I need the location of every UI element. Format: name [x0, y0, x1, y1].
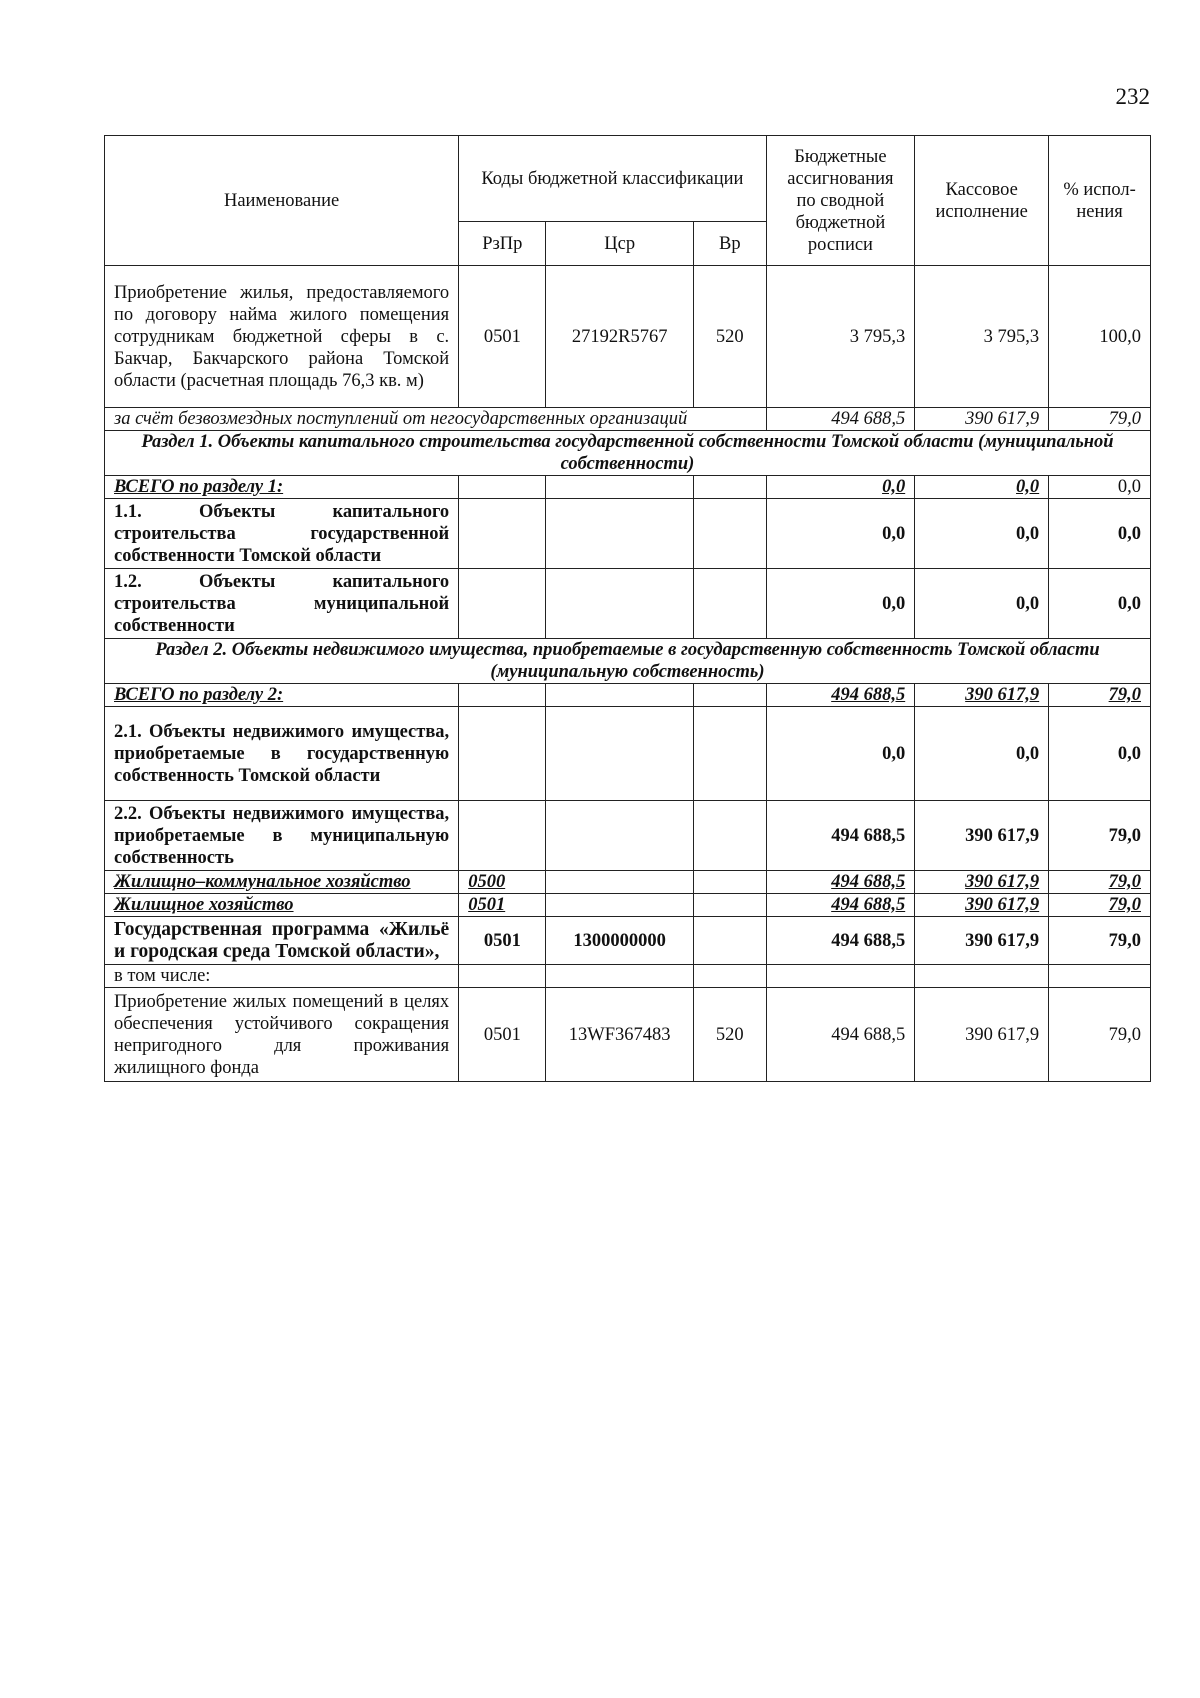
row-assign: 494 688,5 [766, 871, 915, 894]
page-number: 232 [1115, 84, 1150, 109]
row-name: Жилищное хозяйство [105, 894, 459, 917]
row-pct: 79,0 [1049, 801, 1151, 871]
header-pct: % испол-нения [1049, 136, 1151, 266]
row-assign: 0,0 [766, 499, 915, 569]
row-name: в том числе: [105, 965, 459, 988]
row-pct: 100,0 [1049, 266, 1151, 408]
row-cash: 390 617,9 [915, 894, 1049, 917]
table-row [105, 871, 1151, 894]
table-row [105, 569, 1151, 639]
header-codes: Коды бюджетной классификации [459, 136, 766, 222]
table-row [105, 965, 1151, 988]
row-vr: 520 [693, 266, 766, 408]
section-heading-row [105, 639, 1151, 684]
table-row [105, 707, 1151, 801]
row-name: 2.1. Объекты недвижимого имущества, приобретаемые в государственную собственность Томской области [105, 707, 459, 801]
row-assign: 494 688,5 [766, 988, 915, 1082]
table-row [105, 476, 1151, 499]
row-pct: 79,0 [1049, 871, 1151, 894]
row-name: за счёт безвозмездных поступлений от негосударственных организаций [105, 408, 767, 431]
header-csr: Цср [546, 222, 693, 266]
row-cash: 390 617,9 [915, 684, 1049, 707]
header-cash: Кассовое исполнение [915, 136, 1049, 266]
row-cash: 390 617,9 [915, 408, 1049, 431]
row-cash: 390 617,9 [915, 917, 1049, 965]
row-cash: 3 795,3 [915, 266, 1049, 408]
row-assign: 3 795,3 [766, 266, 915, 408]
row-pct: 0,0 [1049, 476, 1151, 499]
row-pct: 79,0 [1049, 917, 1151, 965]
header-row [105, 136, 1151, 222]
row-assign: 0,0 [766, 476, 915, 499]
row-name: 1.2. Объекты капитального строительства муниципальной собственности [105, 569, 459, 639]
row-rzpr: 0501 [459, 266, 546, 408]
row-name: 1.1. Объекты капитального строительства государственной собственности Томской области [105, 499, 459, 569]
row-name: Приобретение жилых помещений в целях обеспечения устойчивого сокращения непригодного для проживания жилищного фонда [105, 988, 459, 1082]
row-cash: 0,0 [915, 569, 1049, 639]
row-rzpr: 0501 [459, 917, 546, 965]
section-title: Раздел 2. Объекты недвижимого имущества, приобретаемые в государственную собственность Томской области (муниципальную собственность) [105, 639, 1151, 684]
row-name: Жилищно–коммунальное хозяйство [105, 871, 459, 894]
row-assign: 0,0 [766, 707, 915, 801]
table-row [105, 917, 1151, 965]
row-name: 2.2. Объекты недвижимого имущества, приобретаемые в муниципальную собственность [105, 801, 459, 871]
row-name: ВСЕГО по разделу 1: [105, 476, 459, 499]
row-pct: 0,0 [1049, 707, 1151, 801]
row-name: Государственная программа «Жильё и городская среда Томской области», [105, 917, 459, 965]
table-row [105, 894, 1151, 917]
row-rzpr: 0500 [459, 871, 546, 894]
header-rzpr: РзПр [459, 222, 546, 266]
row-assign: 494 688,5 [766, 408, 915, 431]
row-name: Приобретение жилья, предоставляемого по договору найма жилого помещения сотрудникам бюджетной сферы в с. Бакчар, Бакчарского района Томской области (расчетная площадь 76,3 кв. м) [105, 266, 459, 408]
row-assign: 494 688,5 [766, 801, 915, 871]
row-pct: 0,0 [1049, 499, 1151, 569]
row-assign: 494 688,5 [766, 684, 915, 707]
row-cash: 390 617,9 [915, 871, 1049, 894]
row-pct: 0,0 [1049, 569, 1151, 639]
header-name: Наименование [105, 136, 459, 266]
section-heading-row [105, 431, 1151, 476]
header-vr: Вр [693, 222, 766, 266]
row-rzpr: 0501 [459, 894, 546, 917]
table-row [105, 801, 1151, 871]
table-row [105, 266, 1151, 408]
row-csr: 1300000000 [546, 917, 693, 965]
row-cash: 390 617,9 [915, 801, 1049, 871]
row-pct: 79,0 [1049, 894, 1151, 917]
row-assign: 494 688,5 [766, 917, 915, 965]
budget-table [104, 135, 1151, 1082]
row-cash: 0,0 [915, 499, 1049, 569]
row-assign: 0,0 [766, 569, 915, 639]
table-row [105, 684, 1151, 707]
table-row [105, 408, 1151, 431]
row-csr: 27192R5767 [546, 266, 693, 408]
row-pct: 79,0 [1049, 684, 1151, 707]
row-assign: 494 688,5 [766, 894, 915, 917]
row-cash: 390 617,9 [915, 988, 1049, 1082]
section-title: Раздел 1. Объекты капитального строительства государственной собственности Томской области (муниципальной собственности) [105, 431, 1151, 476]
row-name: ВСЕГО по разделу 2: [105, 684, 459, 707]
row-csr: 13WF367483 [546, 988, 693, 1082]
table-row [105, 988, 1151, 1082]
row-cash: 0,0 [915, 476, 1049, 499]
row-vr: 520 [693, 988, 766, 1082]
header-assign: Бюджетные ассигнования по сводной бюджетной росписи [766, 136, 915, 266]
row-pct: 79,0 [1049, 408, 1151, 431]
table-row [105, 499, 1151, 569]
row-cash: 0,0 [915, 707, 1049, 801]
row-pct: 79,0 [1049, 988, 1151, 1082]
row-rzpr: 0501 [459, 988, 546, 1082]
